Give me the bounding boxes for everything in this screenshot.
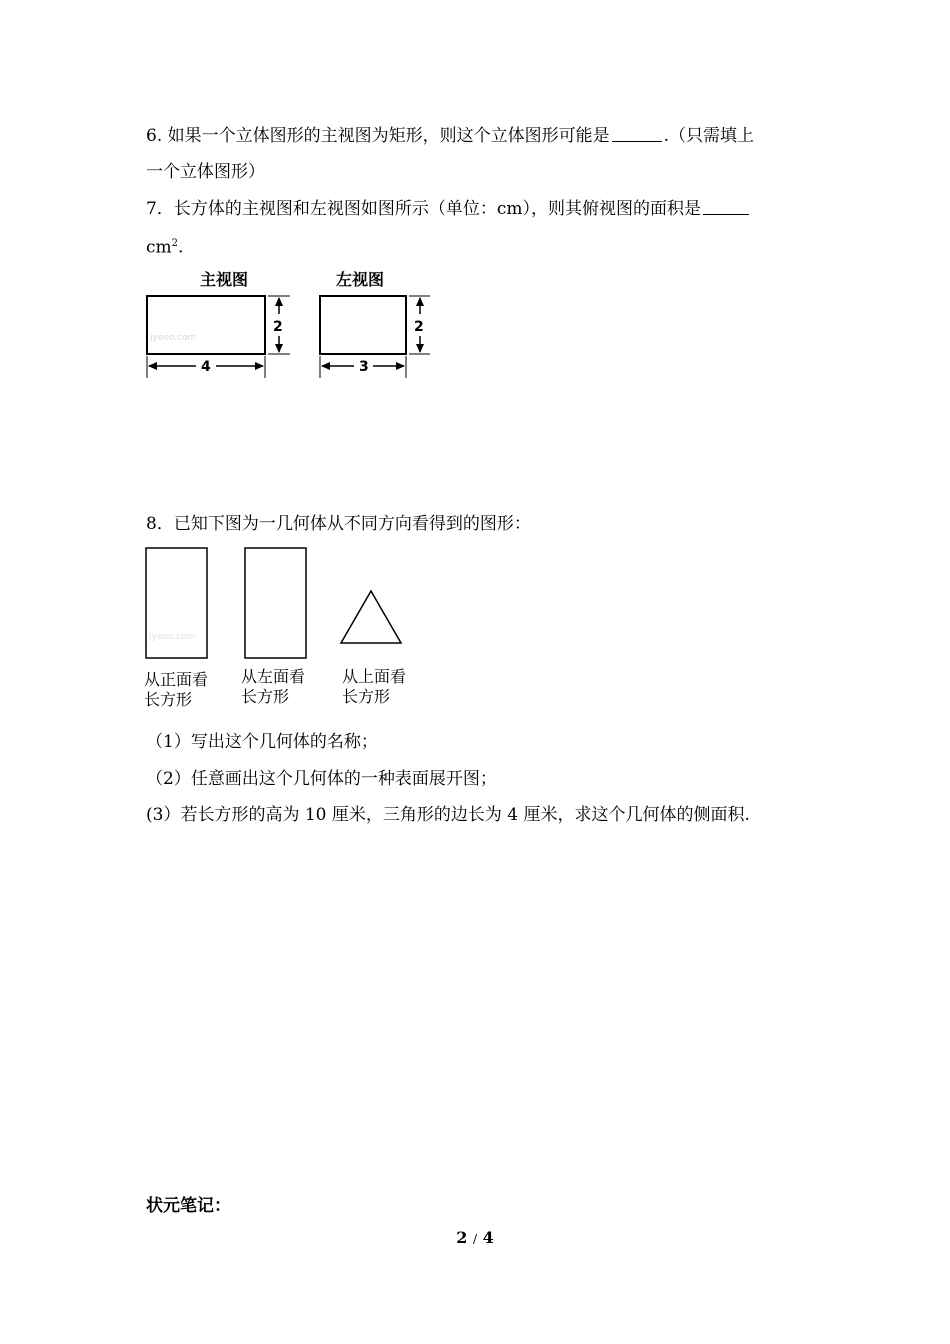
top-view-caption-1: 从上面看 — [342, 667, 407, 686]
main-height-arrowhead-up — [275, 297, 283, 306]
q7-answer-blank[interactable] — [703, 198, 749, 215]
left-side-view-caption-2: 长方形 — [241, 687, 290, 706]
q7-line2 — [146, 232, 183, 260]
q8-sub3: (3）若长方形的高为 10 厘米，三角形的边长为 4 厘米，求这个几何体的侧面积. — [146, 805, 750, 825]
q6-line2: 一个立体图形） — [146, 162, 265, 182]
q7-unit: cm — [146, 237, 172, 258]
main-view-watermark: jyeoo.com — [150, 333, 197, 343]
q7-figure — [140, 266, 440, 384]
q7-line2-end: . — [178, 237, 184, 258]
q8-figure — [140, 542, 430, 712]
left-width-arrowhead-left — [321, 362, 330, 370]
left-height-arrowhead-down — [416, 344, 424, 353]
q7-text: 7．长方体的主视图和左视图如图所示（单位：cm），则其俯视图的面积是 — [146, 199, 701, 219]
main-height-label: 2 — [273, 319, 283, 335]
q8-stem: 8．已知下图为一几何体从不同方向看得到的图形： — [146, 514, 531, 534]
left-height-arrowhead-up — [416, 297, 424, 306]
front-view-caption-2: 长方形 — [144, 690, 193, 709]
main-width-arrowhead-right — [255, 362, 264, 370]
left-width-arrowhead-right — [396, 362, 405, 370]
left-view-rect — [320, 296, 406, 354]
page-number — [0, 1228, 950, 1247]
q8-sub2: （2）任意画出这个几何体的一种表面展开图； — [146, 769, 497, 789]
q6-answer-blank[interactable] — [612, 125, 662, 142]
q6-text-suffix: .（只需填上 — [663, 126, 755, 146]
left-width-label: 3 — [359, 359, 369, 375]
main-width-label: 4 — [201, 359, 211, 375]
main-view-title: 主视图 — [200, 270, 249, 289]
front-view-caption-1: 从正面看 — [144, 670, 209, 689]
q6-text-prefix: 6. 如果一个立体图形的主视图为矩形，则这个立体图形可能是 — [146, 126, 610, 146]
main-view-rect — [147, 296, 265, 354]
main-height-arrowhead-down — [275, 344, 283, 353]
front-view-watermark: jyeoo.com — [149, 632, 196, 642]
page-current: 2 — [456, 1228, 468, 1247]
left-height-label: 2 — [414, 319, 424, 335]
top-view-triangle — [341, 591, 401, 643]
left-side-view-rect — [245, 548, 306, 658]
q7-line1 — [146, 197, 751, 221]
main-width-arrowhead-left — [148, 362, 157, 370]
notes-label: 状元笔记： — [146, 1196, 231, 1216]
q7-unit-sup: 2 — [171, 238, 179, 249]
page-separator: / — [472, 1232, 478, 1246]
top-view-caption-2: 长方形 — [342, 687, 391, 706]
left-side-view-caption-1: 从左面看 — [241, 667, 306, 686]
page-total: 4 — [482, 1228, 494, 1247]
left-view-title: 左视图 — [336, 270, 385, 289]
q8-sub1: （1）写出这个几何体的名称； — [146, 732, 378, 752]
q6-line1 — [146, 124, 754, 148]
